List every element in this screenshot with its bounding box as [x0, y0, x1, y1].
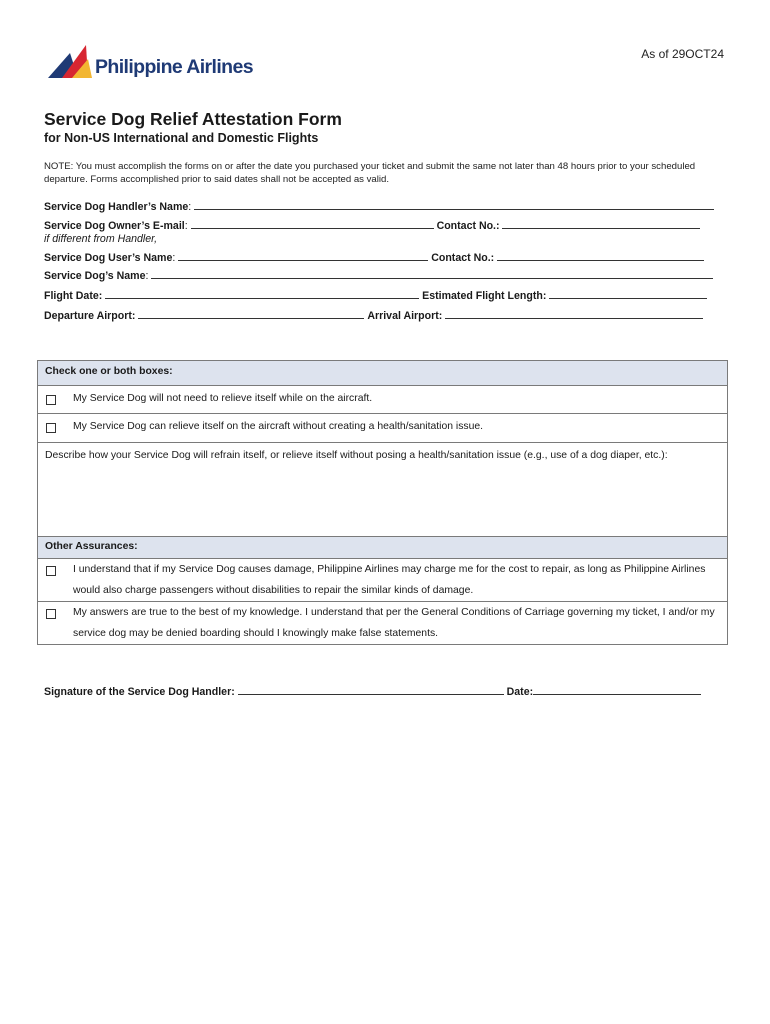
airport-field[interactable]	[44, 309, 703, 322]
departure-line[interactable]	[138, 309, 364, 319]
owner-email-field[interactable]: Service Dog Owner’s E-mail: Contact No.:	[44, 219, 700, 232]
handler-name-line[interactable]	[194, 200, 714, 210]
dog-name-field[interactable]: Service Dog’s Name:	[44, 269, 713, 282]
form-title: Service Dog Relief Attestation Form	[44, 109, 342, 129]
flight-date-label: Flight Date:	[44, 290, 103, 302]
check-header-row	[38, 361, 727, 385]
check-option-2-text: My Service Dog can relieve itself on the aircraft without creating a health/sanitation issue.	[73, 421, 484, 432]
assurance-1-text: I understand that if my Service Dog causes damage, Philippine Airlines may charge me for the cost to repair, as long as Philippine Airlines would also charge passengers without disabilities to repair the similar kinds of damage.	[73, 564, 706, 596]
dog-name-label: Service Dog’s Name	[44, 270, 146, 282]
arrival-line[interactable]	[445, 309, 703, 319]
form-subtitle: for Non-US International and Domestic Flights	[44, 131, 319, 145]
check-option-1-checkbox[interactable]	[46, 395, 56, 405]
date-line[interactable]	[533, 685, 701, 695]
user-name-field[interactable]: Service Dog User’s Name: Contact No.:	[44, 251, 704, 264]
owner-email-line[interactable]	[191, 219, 434, 229]
assurance-2-row	[38, 601, 727, 645]
user-name-label: Service Dog User’s Name	[44, 252, 173, 264]
attestation-table	[37, 360, 728, 645]
assurances-header-text: Other Assurances:	[45, 541, 138, 552]
check-option-2-checkbox[interactable]	[46, 423, 56, 433]
check-option-2-row	[38, 413, 727, 442]
user-name-line[interactable]	[178, 251, 428, 261]
logo-mark-icon	[48, 45, 94, 79]
form-note: NOTE: You must accomplish the forms on or after the date you purchased your ticket and submit the same not later than 48 hours prior to your scheduled departure. Forms accomplished prior to said dates shall not be accepted as valid.	[44, 161, 696, 185]
airline-logo	[48, 45, 268, 81]
check-header-text: Check one or both boxes:	[45, 366, 173, 377]
signature-line[interactable]	[238, 685, 504, 695]
user-contact-line[interactable]	[497, 251, 704, 261]
describe-text: Describe how your Service Dog will refrain itself, or relieve itself without posing a health/sanitation issue (e.g., use of a dog diaper, etc.):	[45, 450, 668, 461]
departure-label: Departure Airport:	[44, 310, 136, 322]
check-option-1-row	[38, 385, 727, 413]
owner-contact-line[interactable]	[502, 219, 700, 229]
owner-contact-label: Contact No.:	[436, 220, 500, 232]
describe-row[interactable]	[38, 442, 727, 536]
handler-name-label: Service Dog Handler’s Name	[44, 201, 189, 213]
as-of-date: As of 29OCT24	[641, 47, 724, 61]
arrival-label: Arrival Airport:	[367, 310, 443, 322]
date-label: Date:	[506, 686, 534, 698]
signature-label: Signature of the Service Dog Handler	[44, 686, 232, 698]
assurance-1-checkbox[interactable]	[46, 566, 56, 576]
if-different-note	[44, 233, 157, 245]
logo-text: Philippine Airlines	[95, 56, 253, 78]
assurance-2-checkbox[interactable]	[46, 609, 56, 619]
assurances-header-row	[38, 536, 727, 558]
flight-date-field[interactable]	[44, 289, 707, 302]
signature-field[interactable]: Signature of the Service Dog Handler: Date:	[44, 685, 701, 698]
dog-name-line[interactable]	[151, 269, 713, 279]
assurance-2-text: My answers are true to the best of my knowledge. I understand that per the General Conditions of Carriage governing my ticket, I and/or my service dog may be denied boarding should I knowingly make false statements.	[73, 607, 715, 639]
assurance-1-row	[38, 558, 727, 601]
check-option-1-text: My Service Dog will not need to relieve itself while on the aircraft.	[73, 393, 373, 404]
if-different-text: if different from Handler,	[44, 233, 158, 245]
user-contact-label: Contact No.:	[431, 252, 495, 264]
owner-email-label: Service Dog Owner’s E-mail	[44, 220, 185, 232]
flight-date-line[interactable]	[105, 289, 419, 299]
flight-length-line[interactable]	[549, 289, 707, 299]
handler-name-field[interactable]: Service Dog Handler’s Name:	[44, 200, 714, 213]
flight-length-label: Estimated Flight Length:	[422, 290, 547, 302]
